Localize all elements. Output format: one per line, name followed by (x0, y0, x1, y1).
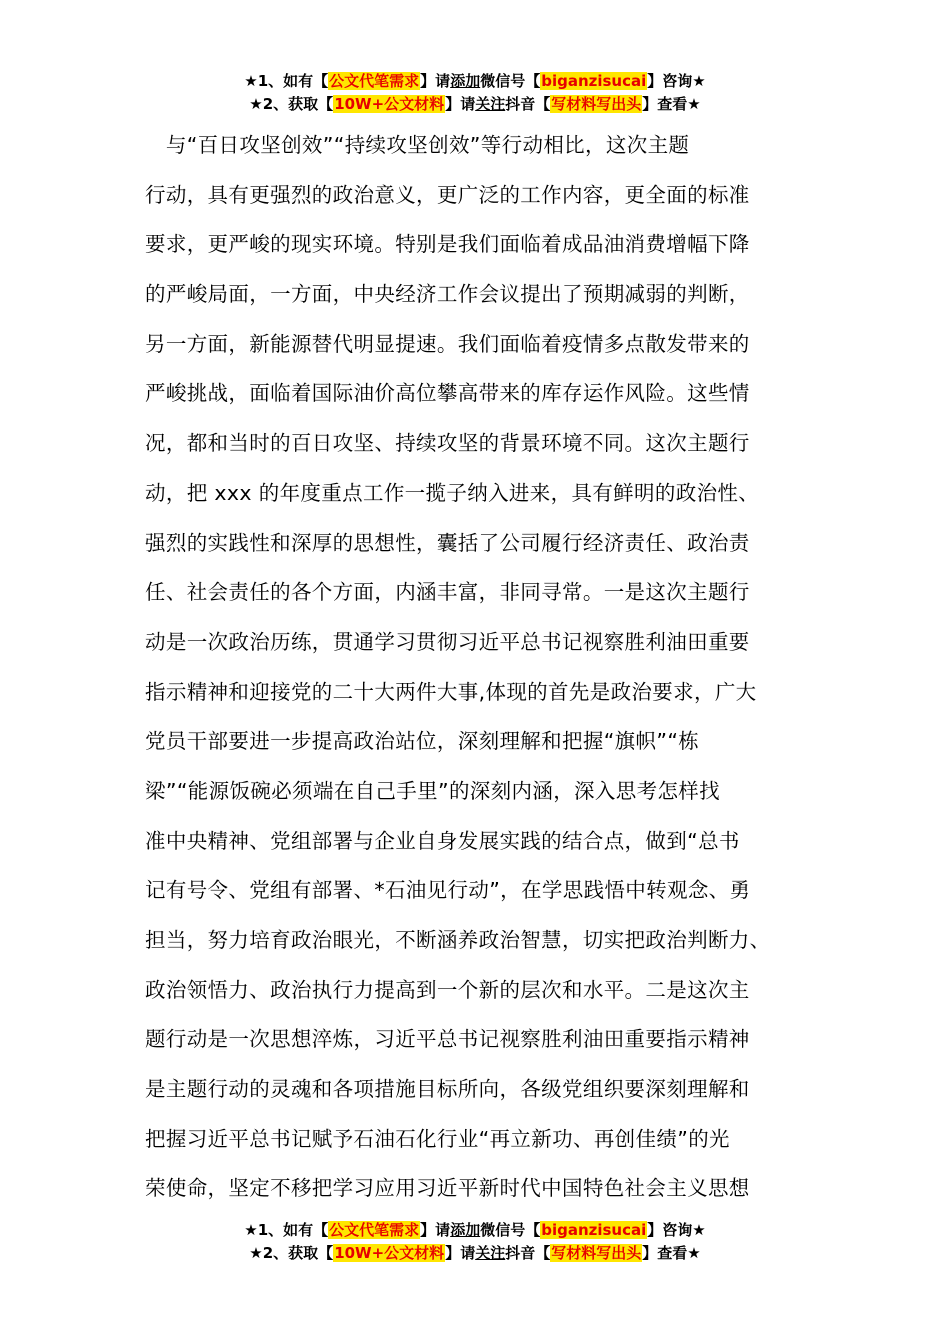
banner-highlight: biganzisucai (541, 1221, 647, 1239)
footer-banner-line-1 (0, 1219, 950, 1241)
banner-highlight: 写材料写出头 (551, 95, 642, 113)
banner-text: 】请 (445, 95, 476, 113)
banner-text: 】查看★ (642, 1244, 701, 1262)
body-line: 担当，努力培育政治眼光，不断涵养政治智慧，切实把政治判断力、 (145, 928, 771, 952)
body-line: 题行动是一次思想淬炼，习近平总书记视察胜利油田重要指示精神 (145, 1027, 750, 1052)
body-line: 况，都和当时的百日攻坚、持续攻坚的背景环境不同。这次主题行 (145, 431, 750, 456)
banner-text: ★1、如有【 (244, 1221, 329, 1239)
banner-text: 微信号【 (480, 1221, 541, 1239)
body-line: 任、社会责任的各个方面，内涵丰富，非同寻常。一是这次主题行 (145, 580, 750, 605)
footer-banner-line-2 (0, 1242, 950, 1264)
banner-text: 】请 (445, 1244, 476, 1262)
banner-text: ★1、如有【 (244, 72, 329, 90)
body-line: 动，把 xxx 的年度重点工作一揽子纳入进来，具有鲜明的政治性、 (145, 480, 760, 505)
banner-text: ★2、获取【 (249, 1244, 334, 1262)
body-line: 与“百日攻坚创效”“持续攻坚创效”等行动相比，这次主题 (145, 133, 690, 157)
body-line: 记有号令、党组有部署、*石油见行动”，在学思践悟中转观念、勇 (145, 878, 751, 903)
body-line: 要求，更严峻的现实环境。特别是我们面临着成品油消费增幅下降 (145, 232, 750, 257)
banner-underlined: 添加 (450, 1221, 481, 1239)
document-body (145, 121, 813, 1214)
body-line: 强烈的实践性和深厚的思想性，囊括了公司履行经济责任、政治责 (145, 530, 750, 555)
banner-text: 】请 (420, 72, 451, 90)
banner-highlight: 公文代笔需求 (329, 72, 420, 90)
banner-text: 微信号【 (480, 72, 541, 90)
body-line: 动是一次政治历练，贯通学习贯彻习近平总书记视察胜利油田重要 (145, 629, 750, 654)
body-line: 把握习近平总书记赋予石油石化行业“再立新功、再创佳绩”的光 (145, 1126, 730, 1151)
banner-text: 抖音【 (505, 95, 551, 113)
body-line: 另一方面，新能源替代明显提速。我们面临着疫情多点散发带来的 (145, 331, 750, 356)
banner-highlight: 10W+公文材料 (334, 1244, 445, 1262)
banner-text: 】咨询★ (647, 72, 706, 90)
banner-text: 】查看★ (642, 95, 701, 113)
body-line: 准中央精神、党组部署与企业自身发展实践的结合点，做到“总书 (145, 828, 740, 853)
banner-highlight: 10W+公文材料 (334, 95, 445, 113)
body-line: 荣使命，坚定不移把学习应用习近平新时代中国特色社会主义思想 (145, 1176, 750, 1201)
banner-underlined: 关注 (475, 1244, 506, 1262)
body-line: 是主题行动的灵魂和各项措施目标所向，各级党组织要深刻理解和 (145, 1077, 750, 1102)
body-line: 政治领悟力、政治执行力提高到一个新的层次和水平。二是这次主 (145, 977, 750, 1002)
banner-text: 】咨询★ (647, 1221, 706, 1239)
banner-highlight: 写材料写出头 (551, 1244, 642, 1262)
banner-underlined: 关注 (475, 95, 506, 113)
banner-highlight: biganzisucai (541, 72, 647, 90)
banner-text: 抖音【 (505, 1244, 551, 1262)
body-line: 严峻挑战，面临着国际油价高位攀高带来的库存运作风险。这些情 (145, 381, 750, 406)
banner-text: 】请 (420, 1221, 451, 1239)
header-banner-line-1 (0, 70, 950, 92)
body-line: 指示精神和迎接党的二十大两件大事,体现的首先是政治要求，广大 (145, 679, 757, 704)
banner-text: ★2、获取【 (249, 95, 334, 113)
banner-underlined: 添加 (450, 72, 481, 90)
body-line: 的严峻局面，一方面，中央经济工作会议提出了预期减弱的判断， (145, 282, 750, 307)
header-banner-line-2 (0, 93, 950, 115)
body-line: 行动，具有更强烈的政治意义，更广泛的工作内容，更全面的标准 (145, 182, 750, 207)
body-line: 梁”“能源饭碗必须端在自己手里”的深刻内涵，深入思考怎样找 (145, 778, 721, 803)
banner-highlight: 公文代笔需求 (329, 1221, 420, 1239)
body-line: 党员干部要进一步提高政治站位，深刻理解和把握“旗帜”“栋 (145, 729, 700, 754)
